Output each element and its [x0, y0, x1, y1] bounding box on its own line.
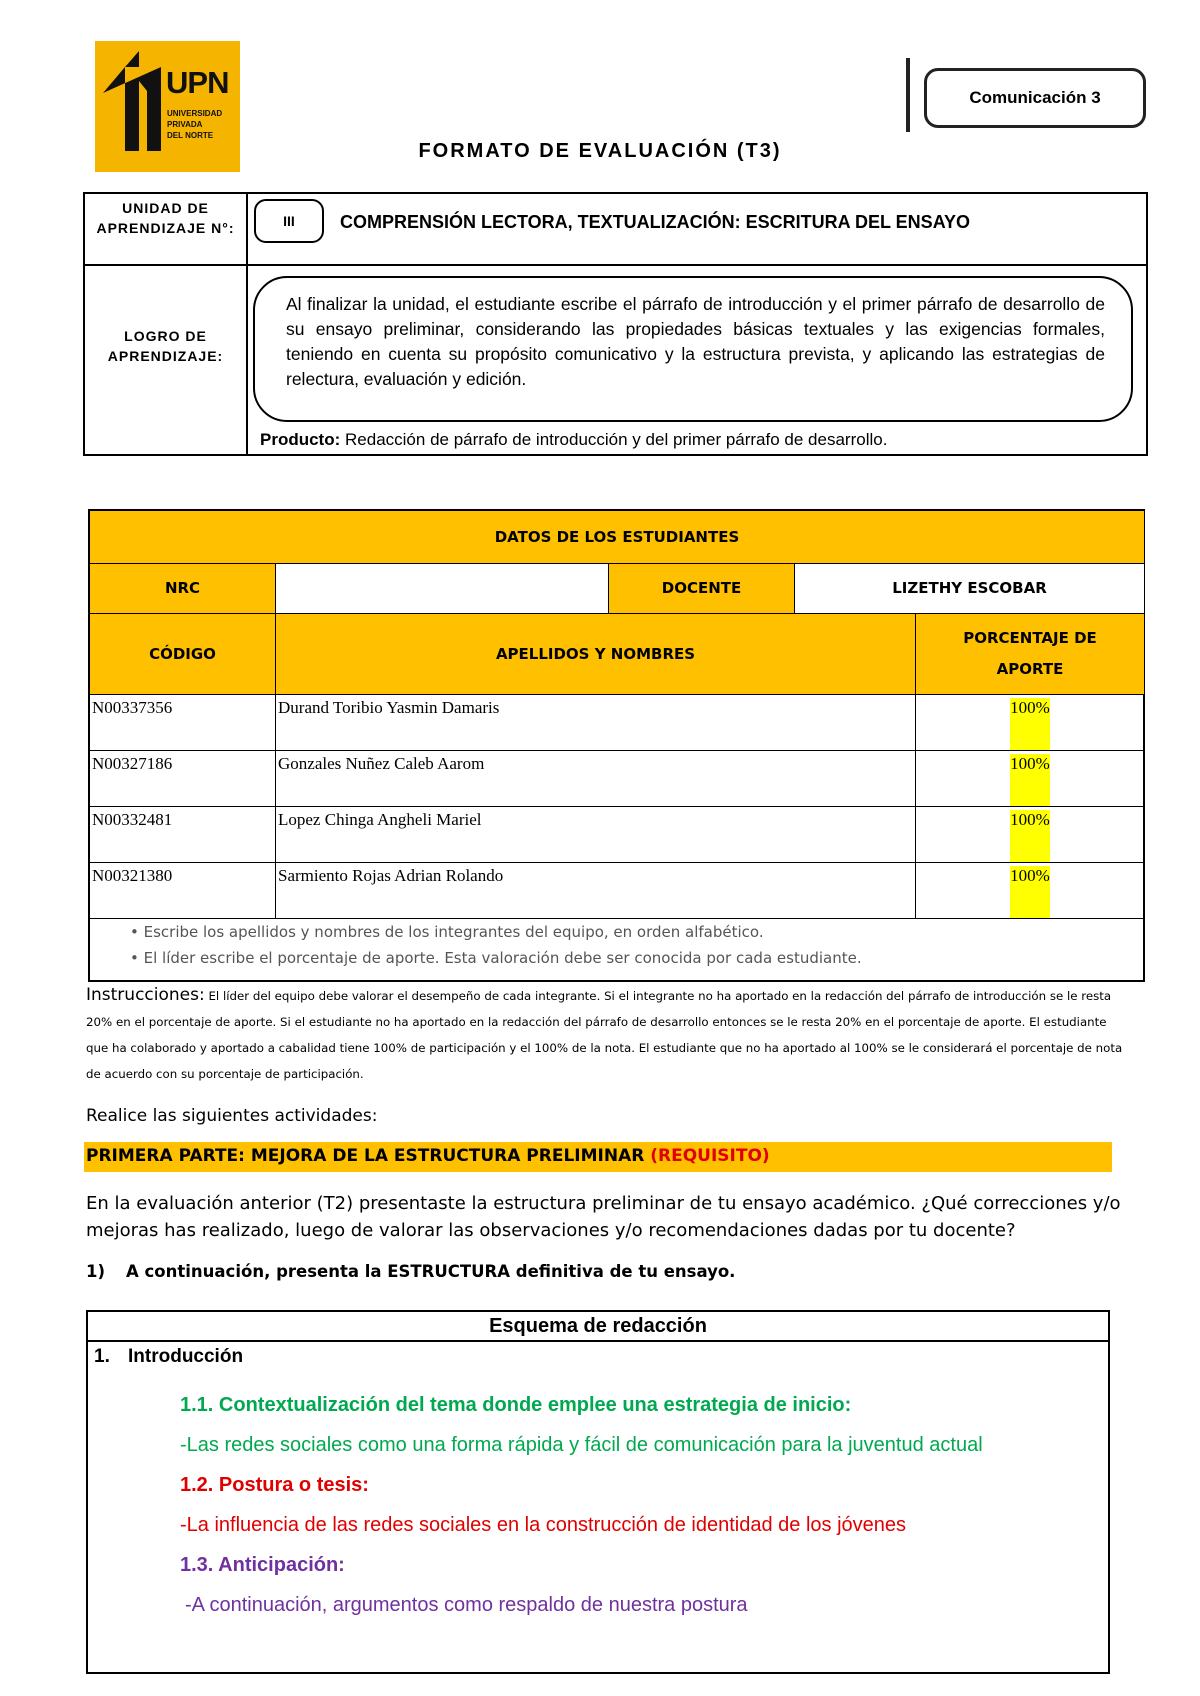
realice-text: Realice las siguientes actividades:	[86, 1106, 378, 1126]
page-title: FORMATO DE EVALUACIÓN (T3)	[418, 140, 782, 162]
pct-value: 100%	[1010, 810, 1050, 862]
section-1-2-label: 1.2. Postura o tesis:	[180, 1474, 369, 1496]
note-1: • Escribe los apellidos y nombres de los integrantes del equipo, en orden alfabético.	[130, 923, 764, 941]
course-badge: Comunicación 3	[924, 68, 1146, 128]
unit-label: UNIDAD DE APRENDIZAJE N°:	[96, 200, 235, 236]
instructions-lead: Instrucciones:	[86, 985, 205, 1005]
unit-name: COMPRENSIÓN LECTORA, TEXTUALIZACIÓN: ESCRITURA DEL ENSAYO	[340, 212, 971, 232]
student-name: Sarmiento Rojas Adrian Rolando	[276, 863, 916, 919]
pct-value: 100%	[1010, 754, 1050, 806]
logro-text: Al finalizar la unidad, el estudiante escribe el párrafo de introducción y el primer párrafo de desarrollo de su ensayo preliminar, considerando las propiedades básicas textuales y las exigencias formales, teniendo en cuenta su propósito comunicativo y la estructura prevista, y aplicando las estrategias de relectura, evaluación y edición.	[253, 276, 1133, 422]
unit-number: III	[254, 199, 324, 243]
col-pct-line2: APORTE	[996, 660, 1064, 678]
producto-label: Producto:	[260, 430, 341, 449]
divider	[906, 58, 910, 132]
primera-parte-heading	[84, 1142, 1112, 1172]
nrc-field[interactable]	[276, 564, 609, 614]
intro-label: Introducción	[128, 1346, 244, 1367]
student-pct	[916, 863, 1145, 919]
pct-value: 100%	[1010, 698, 1050, 750]
student-pct	[916, 695, 1145, 751]
section-1-1-text: -Las redes sociales como una forma rápida y fácil de comunicación para la juventud actual	[180, 1434, 983, 1456]
table-notes	[90, 919, 1143, 971]
student-name: Lopez Chinga Angheli Mariel	[276, 807, 916, 863]
col-pct-line1: PORCENTAJE DE	[963, 629, 1097, 647]
esquema-title: Esquema de redacción	[88, 1312, 1108, 1342]
section-1-3-label: 1.3. Anticipación:	[180, 1554, 345, 1576]
instructions-text: El líder del equipo debe valorar el desempeño de cada integrante. Si el integrante no ha aportado en la redacción del párrafo de introducción se le resta 20% en el porcentaje de aporte. Si el estudiante no ha aportado en la redacción del párrafo de desarrollo entonces se le resta 20% en el porcentaje de aporte. El estudiante que ha colaborado y aportado a cabalidad tiene 100% de participación y el 100% de la nota. El estudiante que no ha aportado al 100% se le considerará el porcentaje de nota de acuerdo con su porcentaje de participación.	[86, 989, 1123, 1081]
esquema-box	[86, 1310, 1110, 1674]
logro-label: LOGRO DE APRENDIZAJE:	[107, 328, 224, 364]
student-name: Gonzales Nuñez Caleb Aarom	[276, 751, 916, 807]
section-1-2-text: -La influencia de las redes sociales en la construcción de identidad de los jóvenes	[180, 1514, 907, 1536]
col-nombres: APELLIDOS Y NOMBRES	[276, 614, 916, 695]
logo-subtitle: UNIVERSIDAD PRIVADA DEL NORTE	[167, 109, 223, 140]
primera-title: PRIMERA PARTE: MEJORA DE LA ESTRUCTURA PRELIMINAR	[86, 1146, 645, 1166]
students-table	[88, 509, 1145, 982]
student-code: N00321380	[90, 863, 276, 919]
question-1	[86, 1262, 735, 1281]
t2-paragraph: En la evaluación anterior (T2) presentaste la estructura preliminar de tu ensayo académico. ¿Qué correcciones y/o mejoras has realizado, luego de valorar las observaciones y/o recomendaciones dadas por tu docente?	[86, 1193, 1121, 1241]
docente-label: DOCENTE	[609, 564, 795, 614]
students-header: DATOS DE LOS ESTUDIANTES	[90, 511, 1145, 564]
intro-number: 1.	[94, 1346, 110, 1367]
producto-text: Redacción de párrafo de introducción y del primer párrafo de desarrollo.	[345, 430, 888, 449]
student-code: N00337356	[90, 695, 276, 751]
nrc-label: NRC	[90, 564, 276, 614]
col-codigo: CÓDIGO	[90, 614, 276, 695]
logo-brand: UPN	[166, 65, 229, 100]
col-porcentaje	[916, 614, 1145, 695]
intro-heading	[94, 1346, 243, 1368]
pct-value: 100%	[1010, 866, 1050, 918]
student-pct	[916, 807, 1145, 863]
instructions	[86, 982, 1130, 1087]
question-number: 1)	[86, 1262, 106, 1281]
section-1-1-label: 1.1. Contextualización del tema donde emplee una estrategia de inicio:	[180, 1394, 852, 1416]
docente-value: LIZETHY ESCOBAR	[795, 564, 1145, 614]
question-text: A continuación, presenta la ESTRUCTURA definitiva de tu ensayo.	[126, 1262, 736, 1281]
section-1-3-text: -A continuación, argumentos como respaldo de nuestra postura	[185, 1594, 748, 1616]
note-2: • El líder escribe el porcentaje de aporte. Esta valoración debe ser conocida por cada estudiante.	[130, 949, 862, 967]
student-code: N00327186	[90, 751, 276, 807]
student-pct	[916, 751, 1145, 807]
unit-table	[83, 192, 1148, 456]
student-code: N00332481	[90, 807, 276, 863]
requisito-tag: (REQUISITO)	[650, 1146, 770, 1166]
student-name: Durand Toribio Yasmin Damaris	[276, 695, 916, 751]
producto	[260, 430, 887, 450]
